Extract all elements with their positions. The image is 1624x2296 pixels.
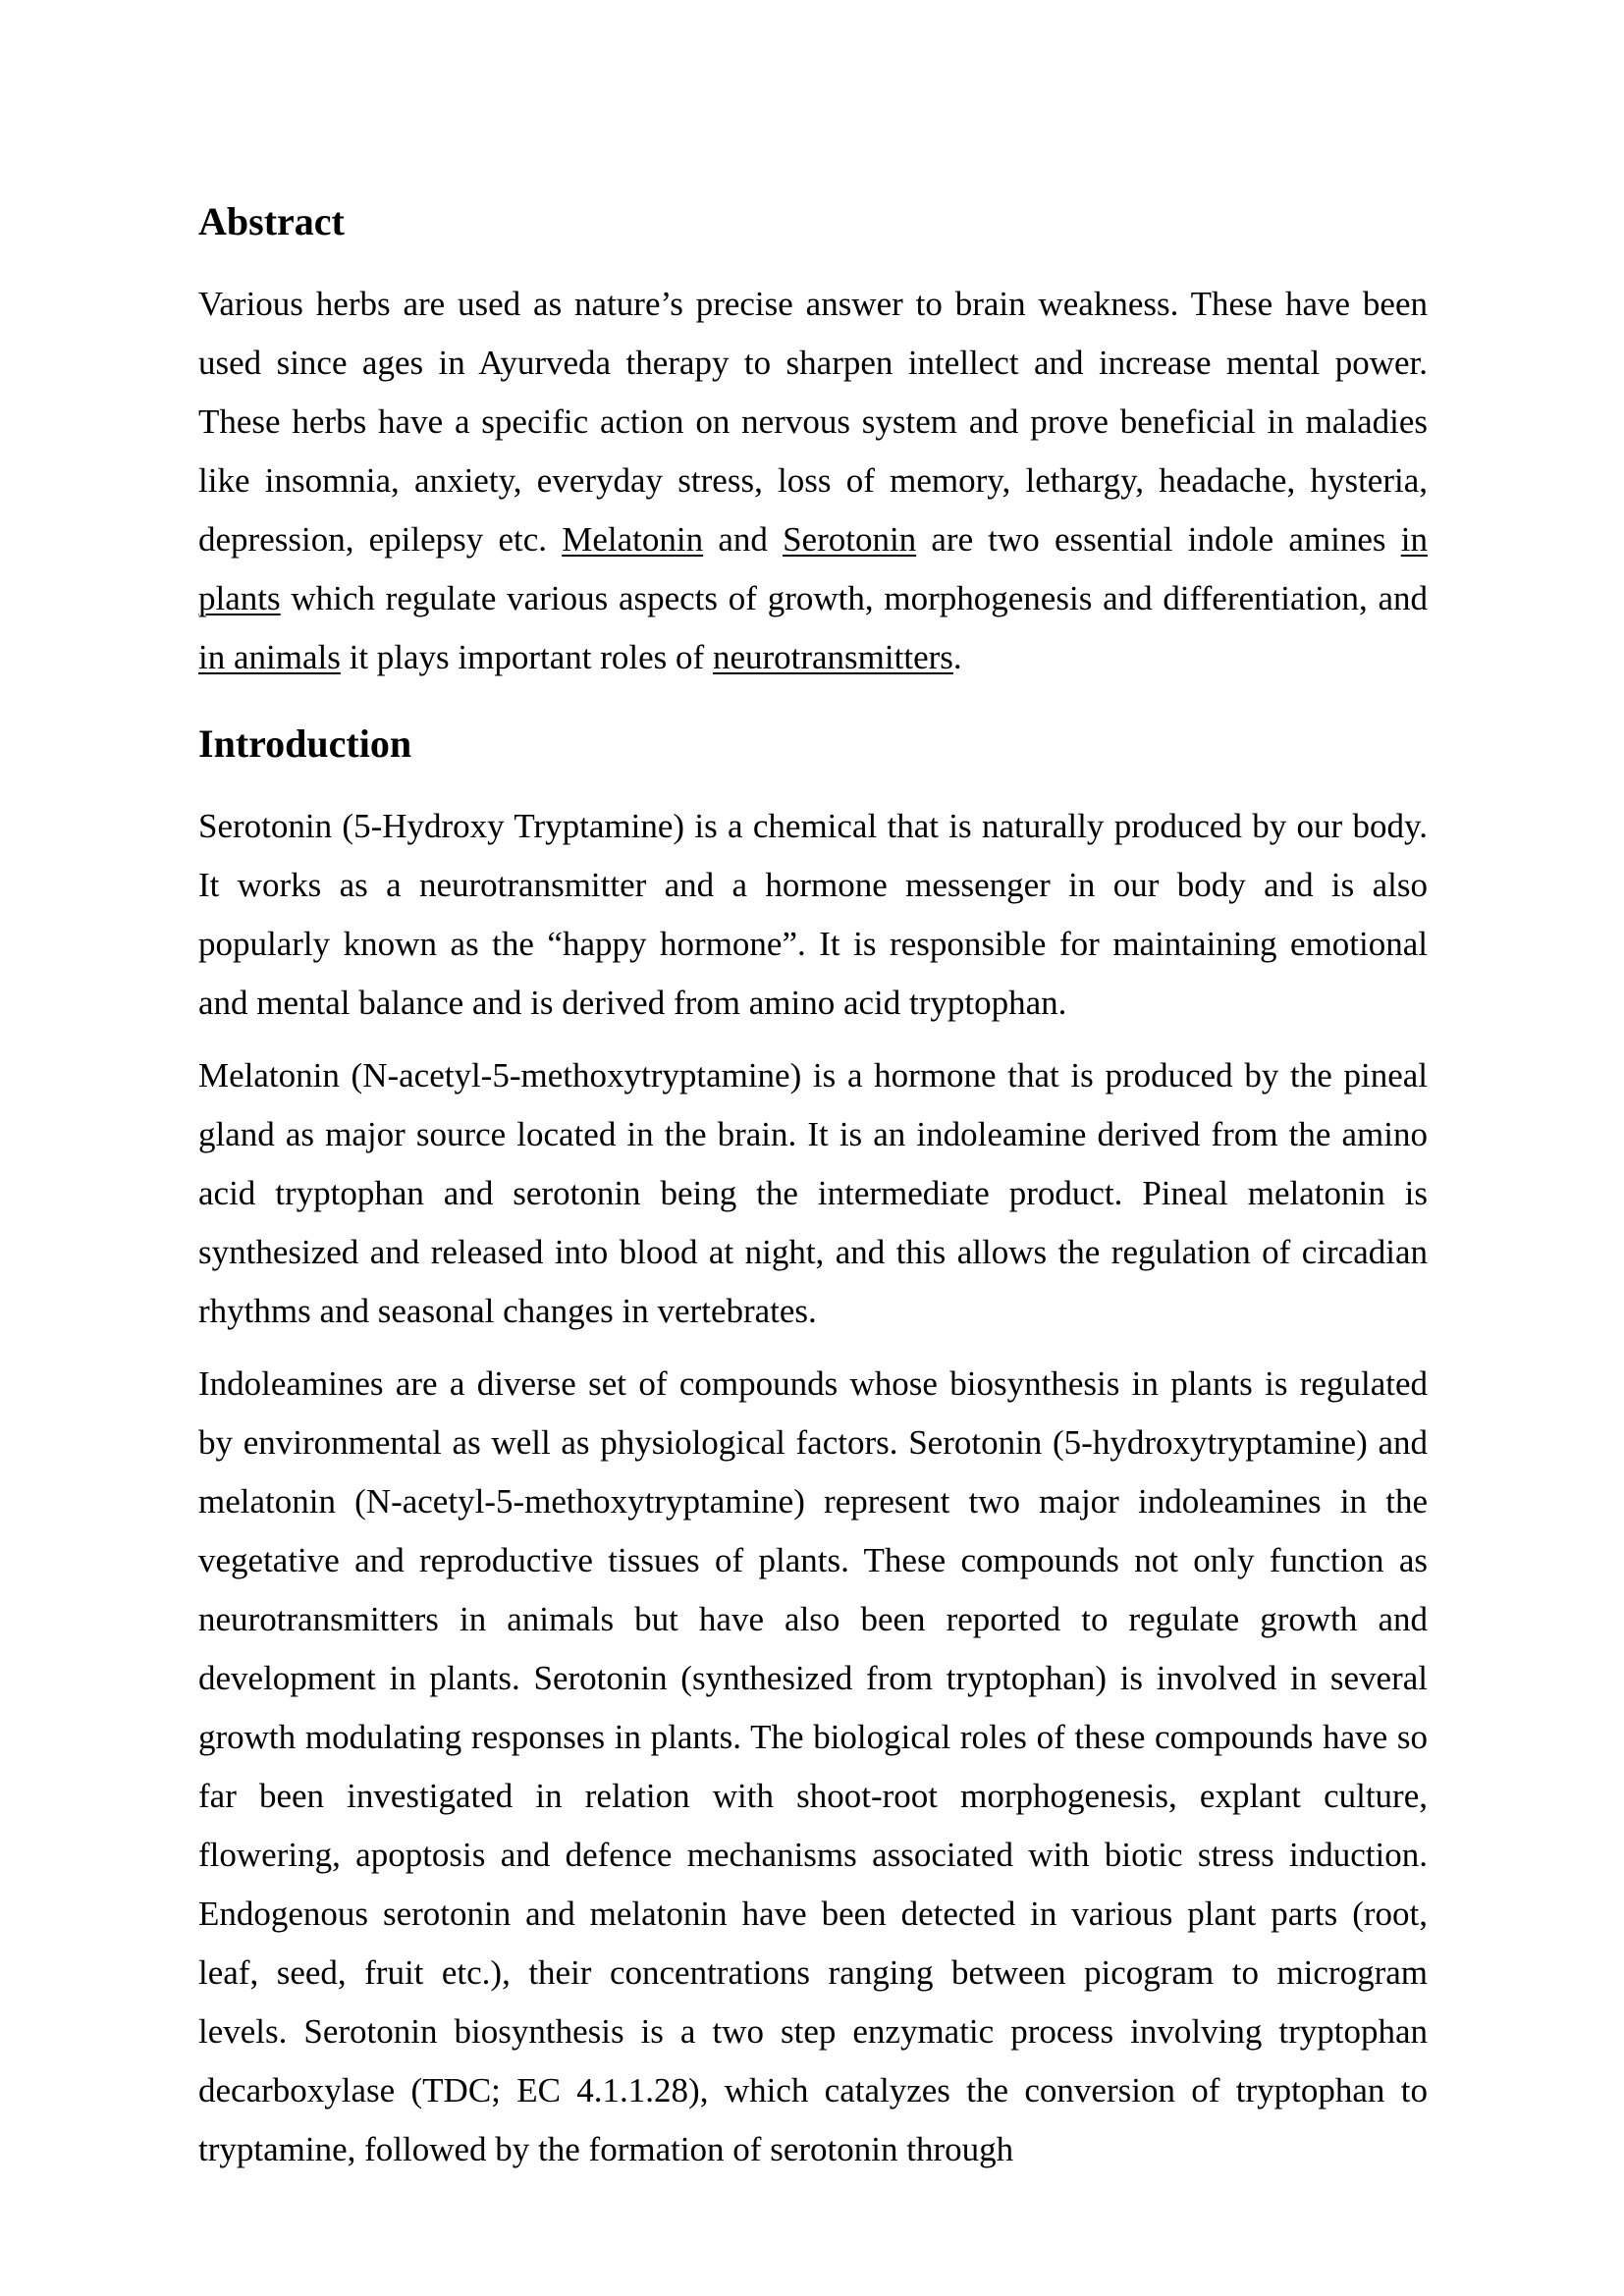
introduction-heading: Introduction: [198, 721, 412, 766]
text-run: which regulate various aspects of growth, morphogenesis and differentiation, and: [280, 579, 1428, 617]
text-run: Various herbs are used as nature’s precise answer to brain weakness. These have been used since ages in Ayurveda therapy to sharpen intellect and increase mental power. These herbs have a specific action on nervous system and prove beneficial in maladies like insomnia, anxiety, everyday stress, loss of memory, lethargy, headache, hysteria, depression, epilepsy etc.: [198, 285, 1428, 559]
abstract-heading: Abstract: [198, 199, 345, 243]
text-run: it plays important roles of: [340, 638, 713, 676]
underlined-term: in plants: [198, 520, 1428, 617]
text-run: and: [703, 520, 784, 559]
underlined-term: neurotransmitters: [712, 638, 953, 676]
section-abstract: [198, 192, 1428, 687]
text-run: Melatonin (N-acetyl-5-methoxytryptamine) is a hormone that is produced by the pineal gland as major source located in the brain. It is an indoleamine derived from the amino acid tryptophan and serotonin being the intermediate product. Pineal melatonin is synthesized and released into blood at night, and this allows the regulation of circadian rhythms and seasonal changes in vertebrates.: [198, 1056, 1428, 1330]
introduction-paragraph-3: [198, 1355, 1428, 2179]
document-content: [198, 192, 1428, 2193]
text-run: .: [952, 638, 962, 676]
text-run: Indoleamines are a diverse set of compounds whose biosynthesis in plants is regulated by environmental as well as physiological factors. Serotonin (5-hydroxytryptamine) and melatonin (N-acetyl-5-methoxytryptamine) represent two major indoleamines in the vegetative and reproductive tissues of plants. These compounds not only function as neurotransmitters in animals but have also been reported to regulate growth and development in plants. Serotonin (synthesized from tryptophan) is involved in several growth modulating responses in plants. The biological roles of these compounds have so far been investigated in relation with shoot-root morphogenesis, explant culture, flowering, apoptosis and defence mechanisms associated with biotic stress induction. Endogenous serotonin and melatonin have been detected in various plant parts (root, leaf, seed, fruit etc.), their concentrations ranging between picogram to microgram levels. Serotonin biosynthesis is a two step enzymatic process involving tryptophan decarboxylase (TDC; EC 4.1.1.28), which catalyzes the conversion of tryptophan to tryptamine, followed by the formation of serotonin through: [198, 1364, 1428, 2168]
text-run: Serotonin (5-Hydroxy Tryptamine) is a chemical that is naturally produced by our body. It works as a neurotransmitter and a hormone messenger in our body and is also popularly known as the “happy hormone”. It is responsible for maintaining emotional and mental balance and is derived from amino acid tryptophan.: [198, 807, 1428, 1022]
underlined-term: in animals: [198, 638, 341, 676]
text-run: are two essential indole amines: [916, 520, 1401, 559]
introduction-paragraph-1: [198, 797, 1428, 1033]
underlined-term: Serotonin: [783, 520, 917, 559]
abstract-paragraph: [198, 275, 1428, 687]
section-introduction: [198, 715, 1428, 2179]
introduction-paragraph-2: [198, 1046, 1428, 1341]
underlined-term: Melatonin: [562, 520, 704, 559]
